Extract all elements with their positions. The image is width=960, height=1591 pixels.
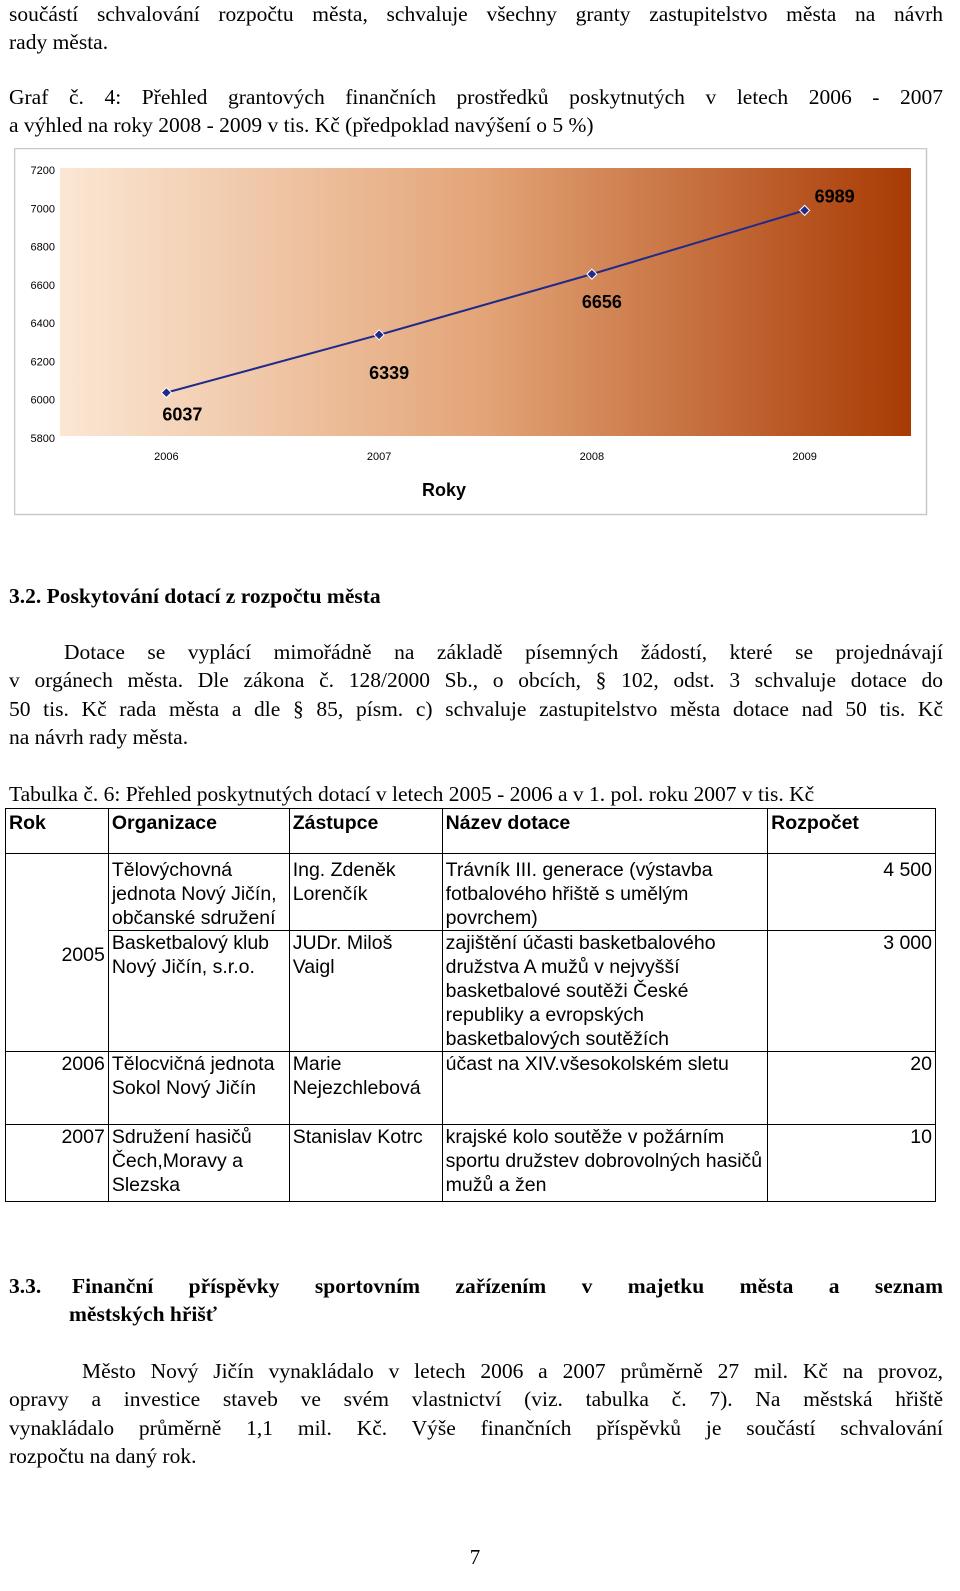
- header-nazev-dotace: Název dotace: [442, 809, 768, 854]
- cell-representative: Stanislav Kotrc: [289, 1125, 442, 1202]
- data-label: 6037: [162, 404, 203, 425]
- y-tick-label: 7200: [30, 165, 55, 177]
- section-3-3-para-line-1: Město Nový Jičín vynakládalo v letech 2006 a 2007 průměrně 27 mil. Kč na provoz,: [82, 1359, 943, 1383]
- cell-representative: Marie Nejezchlebová: [289, 1052, 442, 1125]
- y-tick-label: 7000: [30, 203, 55, 216]
- data-label: 6656: [581, 292, 622, 313]
- section-3-3-para-line-4: rozpočtu na daný rok.: [9, 1444, 197, 1468]
- section-3-3-para-line-2: opravy a investice staveb ve svém vlastnictví (viz. tabulka č. 7). Na městská hřiště: [9, 1387, 943, 1411]
- page-number: 7: [469, 1545, 481, 1569]
- header-zastupce: Zástupce: [289, 809, 442, 854]
- x-tick-label: 2007: [366, 451, 392, 463]
- graph-caption-line-2: a výhled na roky 2008 - 2009 v tis. Kč (předpoklad navýšení o 5 %): [9, 113, 594, 137]
- y-tick-label: 6200: [30, 356, 55, 369]
- y-tick-label: 6800: [30, 241, 55, 254]
- section-3-2-heading: 3.2. Poskytování dotací z rozpočtu města: [9, 584, 381, 608]
- section-3-2-para-line-4: na návrh rady města.: [9, 725, 189, 749]
- header-rok: Rok: [6, 809, 109, 854]
- cell-organization: Basketbalový klub Nový Jičín, s.r.o.: [108, 931, 289, 1052]
- cell-organization: Tělocvičná jednota Sokol Nový Jičín: [108, 1052, 289, 1125]
- header-organizace: Organizace: [108, 809, 289, 854]
- cell-budget: 4 500: [768, 854, 936, 931]
- cell-year: 2005: [6, 854, 109, 1052]
- y-tick-label: 6000: [30, 394, 55, 407]
- x-tick-label: 2009: [792, 451, 817, 463]
- x-tick-label: 2006: [154, 451, 179, 463]
- section-3-3-heading-line-2: městských hřišť: [69, 1302, 217, 1326]
- table-row: [6, 1125, 936, 1202]
- cell-year: 2007: [6, 1125, 109, 1202]
- section-3-3-heading-number: 3.3.: [9, 1274, 42, 1298]
- cell-year: 2006: [6, 1052, 109, 1125]
- table-row: [6, 1052, 936, 1125]
- intro-line-2: rady města.: [9, 30, 109, 54]
- y-tick-label: 6600: [30, 279, 55, 292]
- x-tick-label: 2008: [579, 451, 605, 463]
- table-row: [6, 931, 936, 1052]
- cell-organization: Sdružení hasičů Čech,Moravy a Slezska: [108, 1125, 289, 1202]
- cell-grant-name: krajské kolo soutěže v požárním sportu družstev dobrovolných hasičů mužů a žen: [442, 1125, 768, 1202]
- y-tick-label: 5800: [30, 433, 55, 445]
- grants-table: [5, 808, 936, 1202]
- intro-line-1: součástí schvalování rozpočtu města, schvaluje všechny granty zastupitelstvo města na návrh: [9, 2, 943, 26]
- cell-organization: Tělovýchovná jednota Nový Jičín, občanské sdružení: [108, 854, 289, 931]
- x-axis-label: Roky: [421, 480, 467, 500]
- section-3-2-para-line-3: 50 tis. Kč rada města a dle § 85, písm. c) schvaluje zastupitelstvo města dotace nad 50 tis. Kč: [9, 697, 943, 721]
- grants-line-chart: [14, 148, 928, 516]
- cell-representative: JUDr. Miloš Vaigl: [289, 931, 442, 1052]
- section-3-3-para-line-3: vynakládalo průměrně 1,1 mil. Kč. Výše finančních příspěvků je součástí schvalování: [9, 1416, 943, 1440]
- table-header-row: [6, 809, 936, 854]
- table-caption: Tabulka č. 6: Přehled poskytnutých dotací v letech 2005 - 2006 a v 1. pol. roku 2007 v tis. Kč: [9, 782, 815, 806]
- section-3-3-heading-line-1: Finanční příspěvky sportovním zařízením v majetku města a seznam: [72, 1274, 943, 1298]
- cell-budget: 20: [768, 1052, 936, 1125]
- cell-budget: 10: [768, 1125, 936, 1202]
- data-label: 6989: [814, 186, 855, 207]
- cell-representative: Ing. Zdeněk Lorenčík: [289, 854, 442, 931]
- cell-grant-name: Trávník III. generace (výstavba fotbalového hřiště s umělým povrchem): [442, 854, 768, 931]
- cell-grant-name: zajištění účasti basketbalového družstva A mužů v nejvyšší basketbalové soutěži České republiky a evropských basketbalových soutěžích: [442, 931, 768, 1052]
- table-row: [6, 854, 936, 931]
- data-label: 6339: [369, 362, 410, 383]
- section-3-2-para-line-1: Dotace se vyplácí mimořádně na základě písemných žádostí, které se projednávají: [64, 640, 943, 664]
- y-tick-label: 6400: [30, 318, 55, 331]
- cell-grant-name: účast na XIV.všesokolském sletu: [442, 1052, 768, 1125]
- header-rozpocet: Rozpočet: [768, 809, 936, 854]
- graph-caption-line-1: Graf č. 4: Přehled grantových finančních prostředků poskytnutých v letech 2006 - 2007: [9, 85, 943, 109]
- section-3-2-para-line-2: v orgánech města. Dle zákona č. 128/2000 Sb., o obcích, § 102, odst. 3 schvaluje dotace do: [9, 668, 943, 692]
- cell-budget: 3 000: [768, 931, 936, 1052]
- plot-area-background: [60, 168, 911, 436]
